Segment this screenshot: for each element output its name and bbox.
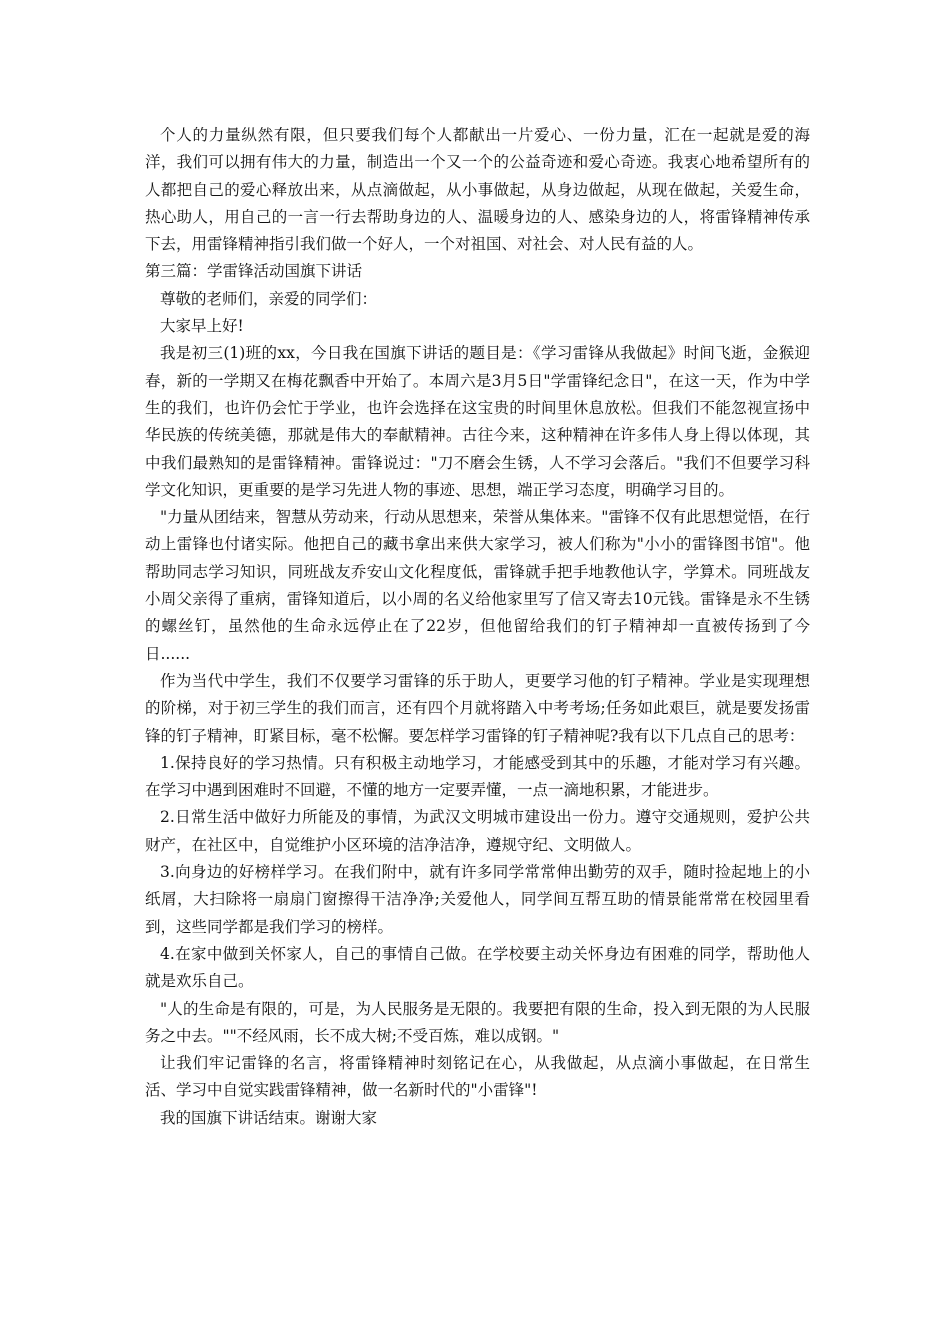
paragraph-salutation: 尊敬的老师们，亲爱的同学们： [160,289,378,308]
paragraph-lei-feng-deeds: "力量从团结来，智慧从劳动来，行动从思想来，荣誉从集体来。"雷锋不仅有此思想觉悟，在行动上雷锋也付诸实际。他把自己的藏书拿出来供大家学习，被人们称为"小小的雷锋图书馆"。他帮助同志学习知识，同班战友乔安山文化程度低，雷锋就手把手地教他认字，学算术。同班战友小周父亲得了重病，雷锋知道后，以小周的名义给他家里写了信又寄去10元钱。雷锋是永不生锈的螺丝钉，虽然他的生命永远停止在了22岁，但他留给我们的钉子精神却一直被传扬到了今日...... [145,508,810,663]
paragraph-quote: "人的生命是有限的，可是，为人民服务是无限的。我要把有限的生命，投入到无限的为人民服务之中去。""不经风雨，长不成大树;不受百炼，难以成钢。" [145,999,810,1045]
list-item-point-3: 3.向身边的好榜样学习。在我们附中，就有许多同学常常伸出勤劳的双手，随时捡起地上的小纸屑，大扫除将一扇扇门窗擦得干洁净净;关爱他人，同学间互帮互助的情景能常常在校园里看到，这些同学都是我们学习的榜样。 [145,863,810,936]
paragraph-closing-previous: 个人的力量纵然有限，但只要我们每个人都献出一片爱心、一份力量，汇在一起就是爱的海洋，我们可以拥有伟大的力量，制造出一个又一个的公益奇迹和爱心奇迹。我衷心地希望所有的人都把自己的爱心释放出来，从点滴做起，从小事做起，从身边做起，从现在做起，关爱生命，热心助人，用自己的一言一行去帮助身边的人、温暖身边的人、感染身边的人，将雷锋精神传承下去，用雷锋精神指引我们做一个好人，一个对祖国、对社会、对人民有益的人。 [145,126,810,254]
paragraph-call-to-action: 让我们牢记雷锋的名言，将雷锋精神时刻铭记在心，从我做起，从点滴小事做起，在日常生活、学习中自觉实践雷锋精神，做一名新时代的"小雷锋"! [145,1054,810,1100]
section-heading: 第三篇：学雷锋活动国旗下讲话 [145,262,363,281]
paragraph-introduction: 我是初三(1)班的xx，今日我在国旗下讲话的题目是：《学习雷锋从我做起》时间飞逝，金猴迎春，新的一学期又在梅花飘香中开始了。本周六是3月5日"学雷锋纪念日"，在这一天，作为中学生的我们，也许仍会忙于学业，也许会选择在这宝贵的时间里休息放松。但我们不能忽视宣扬中华民族的传统美德，那就是伟大的奉献精神。古往今来，这种精神在许多伟人身上得以体现，其中我们最熟知的是雷锋精神。雷锋说过："刀不磨会生锈，人不学习会落后。"我们不但要学习科学文化知识，更重要的是学习先进人物的事迹、思想，端正学习态度，明确学习目的。 [145,344,810,499]
list-item-point-4: 4.在家中做到关怀家人，自己的事情自己做。在学校要主动关怀身边有困难的同学，帮助他人就是欢乐自己。 [145,944,810,991]
document-body [145,122,810,1132]
list-item-point-1: 1.保持良好的学习热情。只有积极主动地学习，才能感受到其中的乐趣，才能对学习有兴趣。在学习中遇到困难时不回避，不懂的地方一定要弄懂，一点一滴地积累，才能进步。 [145,753,810,800]
paragraph-greeting: 大家早上好! [160,317,244,336]
list-item-point-2: 2.日常生活中做好力所能及的事情，为武汉文明城市建设出一份力。遵守交通规则，爱护公共财产，在社区中，自觉维护小区环境的洁净洁净，遵规守纪、文明做人。 [145,808,810,854]
paragraph-closing: 我的国旗下讲话结束。谢谢大家 [160,1108,378,1127]
paragraph-student-reflection: 作为当代中学生，我们不仅要学习雷锋的乐于助人，更要学习他的钉子精神。学业是实现理想的阶梯，对于初三学生的我们而言，还有四个月就将踏入中考考场;任务如此艰巨，就是要发扬雷锋的钉子精神，盯紧目标，毫不松懈。要怎样学习雷锋的钉子精神呢?我有以下几点自己的思考： [145,671,810,745]
